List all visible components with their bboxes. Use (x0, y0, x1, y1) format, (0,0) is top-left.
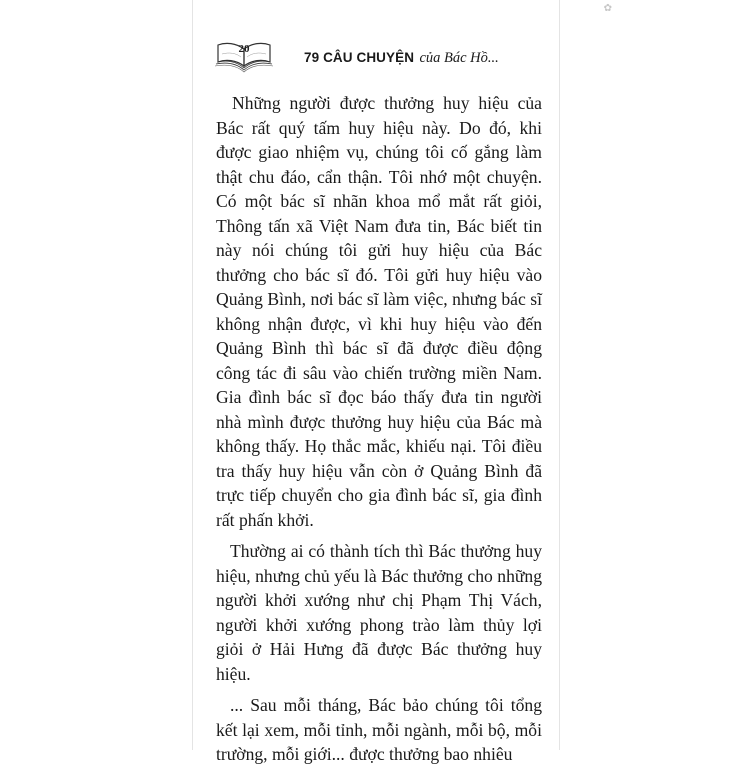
paragraph: Những người được thưởng huy hiệu của Bác rất quý tấm huy hiệu này. Do đó, khi được giao nhiệm vụ, chúng tôi cố gắng làm thật chu đáo, cẩn thận. Tôi nhớ một chuyện. Có một bác sĩ nhãn khoa mổ mắt rất giỏi, Thông tấn xã Việt Nam đưa tin, Bác biết tin này nói chúng tôi gửi huy hiệu của Bác thưởng cho bác sĩ đó. Tôi gửi huy hiệu vào Quảng Bình, nơi bác sĩ làm việc, nhưng bác sĩ không nhận được, vì khi huy hiệu vào đến Quảng Bình thì bác sĩ đã được điều động công tác đi sâu vào chiến trường miền Nam. Gia đình bác sĩ đọc báo thấy đưa tin người nhà mình được thưởng huy hiệu của Bác mà không thấy. Họ thắc mắc, khiếu nại. Tôi điều tra thấy huy hiệu vẫn còn ở Quảng Bình đã trực tiếp chuyển cho gia đình bác sĩ, gia đình rất phấn khởi. (216, 93, 542, 530)
paragraph: Thường ai có thành tích thì Bác thưởng huy hiệu, nhưng chủ yếu là Bác thưởng cho những người khởi xướng như chị Phạm Thị Vách, người khởi xướng phong trào làm thủy lợi giỏi ở Hải Hưng đã được Bác thưởng huy hiệu. (216, 541, 542, 684)
body-text (216, 91, 542, 774)
running-title (304, 50, 499, 67)
page-number: 20 (238, 43, 250, 55)
running-title-script: của Bác Hồ... (419, 50, 499, 66)
running-header (214, 40, 554, 74)
running-title-caps: 79 CÂU CHUYỆN (304, 50, 415, 65)
paragraph: ... Sau mỗi tháng, Bác bảo chúng tôi tổng kết lại xem, mỗi tỉnh, mỗi ngành, mỗi bộ, mỗi trường, mỗi giới... được thưởng bao nhiêu (216, 695, 542, 764)
flower-icon: ✿ (603, 3, 612, 14)
